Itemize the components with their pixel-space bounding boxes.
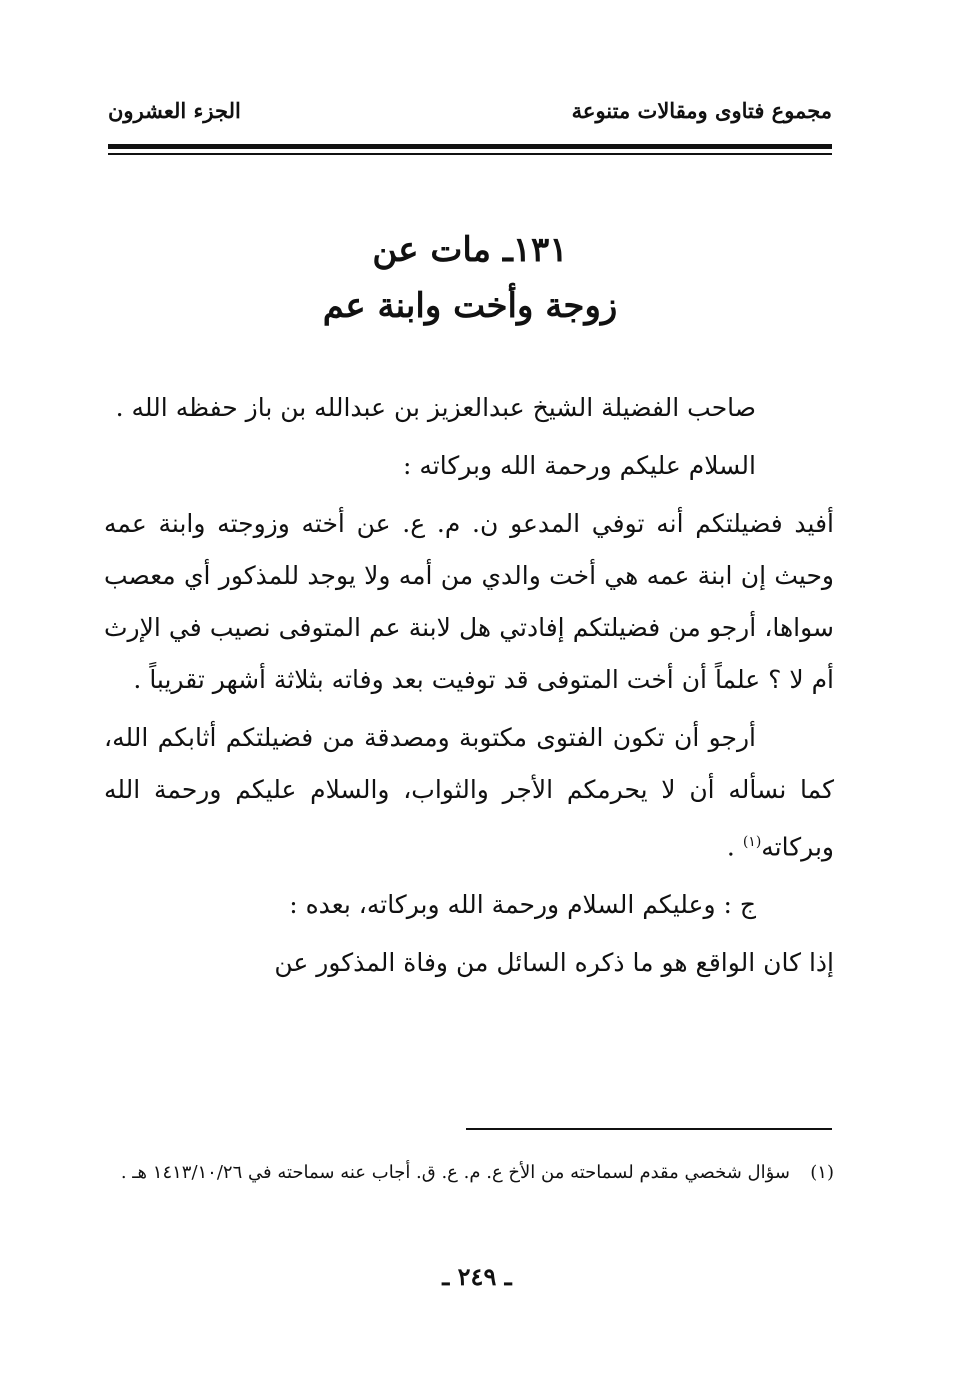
request-text: أرجو أن تكون الفتوى مكتوبة ومصدقة من فضيلتكم أثابكم الله، كما نسأله أن لا يحرمكم الأجر والثواب، والسلام عليكم ورحمة الله وبركاته <box>104 723 834 862</box>
fatwa-title <box>108 222 832 334</box>
question-paragraph: أفيد فضيلتكم أنه توفي المدعو ن. م. ع. عن أخته وزوجته وابنة عمه وحيث إن ابنة عمه هي أخت والدي من أمه ولا يوجد للمذكور أي معصب سواها، أرجو من فضيلتكم إفادتي هل لابنة عم المتوفى نصيب في الإرث أم لا ؟ علماً أن أخت المتوفى قد توفيت بعد وفاته بثلاثة أشهر تقريباً . <box>104 509 834 694</box>
footnote-reference: (١) <box>742 834 762 850</box>
footnote-text: سؤال شخصي مقدم لسماحته من الأخ ع. م. ع. ق. أجاب عنه سماحته في ١٤١٣/١٠/٢٦ هـ . <box>120 1162 790 1183</box>
greeting-paragraph: السلام عليكم ورحمة الله وبركاته : <box>402 451 756 480</box>
salutation-paragraph: صاحب الفضيلة الشيخ عبدالعزيز بن عبدالله بن باز حفظه الله . <box>115 393 756 422</box>
answer-paragraph: ج : وعليكم السلام ورحمة الله وبركاته، بعده : <box>289 890 756 920</box>
header-rule-thick <box>108 144 832 149</box>
header-rule-thin <box>108 153 832 155</box>
request-end: . <box>726 832 743 862</box>
volume-label: الجزء العشرون <box>108 98 241 123</box>
footnote-number: (١) <box>810 1162 834 1183</box>
title-line-1: ١٣١ـ مات عن <box>372 230 568 270</box>
title-line-2: زوجة وأخت وابنة عم <box>322 286 618 326</box>
footnote <box>104 1156 834 1190</box>
running-header <box>108 98 832 138</box>
footnote-rule <box>466 1128 832 1130</box>
book-title: مجموع فتاوى ومقالات متنوعة <box>571 98 832 123</box>
page-number: ـ ٢٤٩ ـ <box>442 1262 512 1291</box>
request-paragraph <box>104 712 834 873</box>
answer-continuation: إذا كان الواقع هو ما ذكره السائل من وفاة المذكور عن <box>274 948 834 978</box>
body-text <box>104 382 834 995</box>
